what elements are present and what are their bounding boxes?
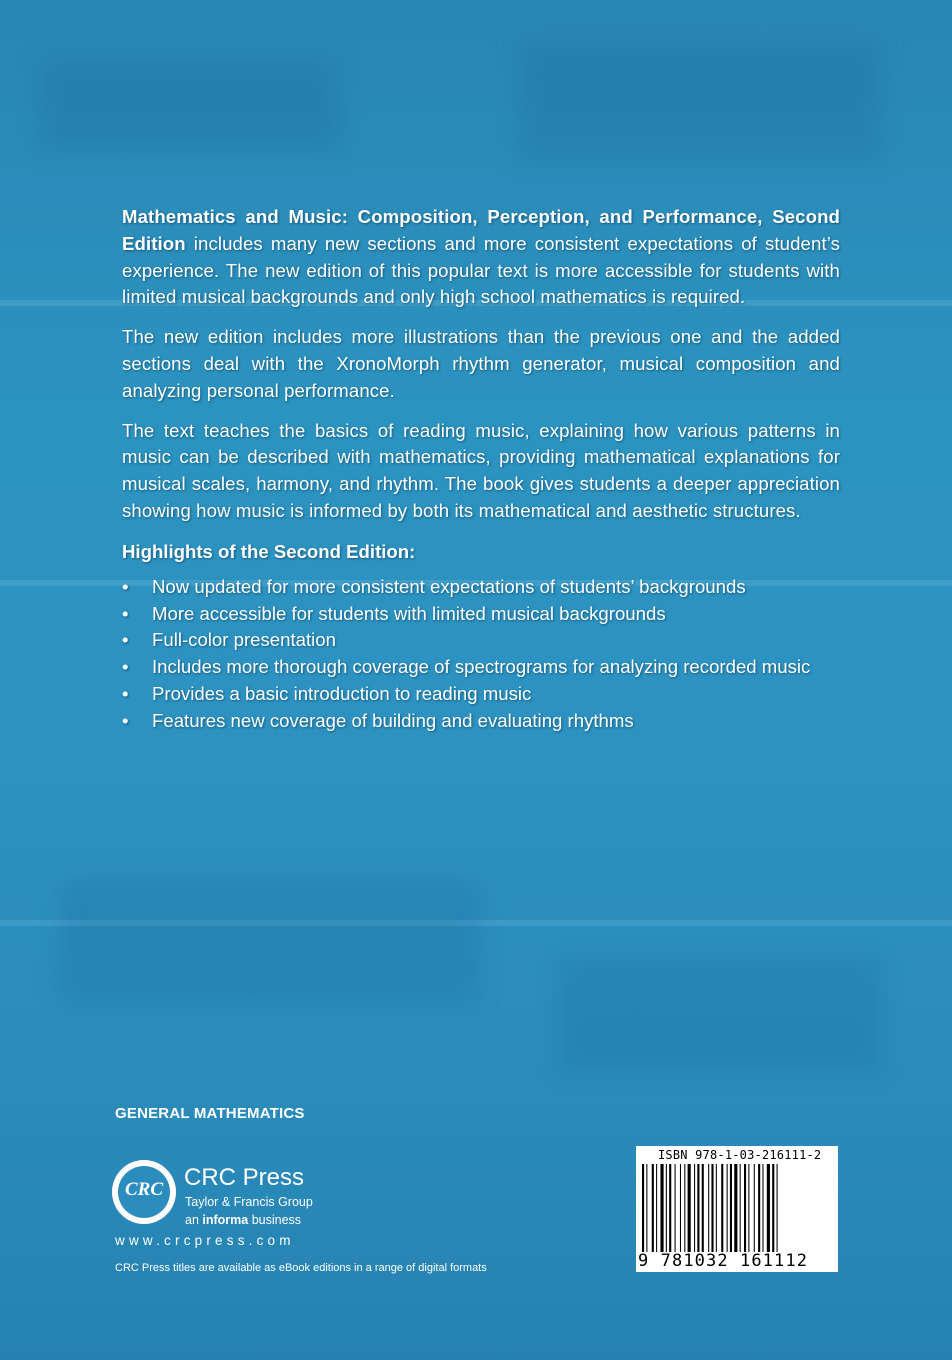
description-paragraph-2: The new edition includes more illustrations than the previous one and the added sections deal with the XronoMorph rhythm generator, musical composition and analyzing personal performance. [122,326,840,401]
publisher-name: CRC Press [184,1164,305,1191]
bullet-icon: • [122,575,129,597]
list-item: • More accessible for students with limited musical backgrounds [122,601,840,628]
background-block [60,880,480,1000]
list-item: • Now updated for more consistent expectations of students’ backgrounds [122,574,840,601]
list-item: • Full-color presentation [122,627,840,654]
barcode-bars-icon [640,1164,834,1252]
back-cover-description [122,204,840,735]
description-paragraph-3: The text teaches the basics of reading music, explaining how various patterns in music can be described with mathematics, providing mathematical explanations for musical scales, harmony, and rhythm. The book gives students a deeper appreciation showing how music is informed by both its mathematical and aesthetic structures. [122,419,840,521]
ebook-note: CRC Press titles are available as eBook editions in a range of digital formats [115,1262,487,1274]
background-block [40,60,340,150]
publisher-url: www.crcpress.com [115,1233,295,1248]
list-item: • Features new coverage of building and evaluating rhythms [122,708,840,735]
bullet-icon: • [122,709,129,731]
background-block [560,960,880,1070]
paragraph-1-text: includes many new sections and more consistent expectations of student’s experience. The new edition of this popular text is more accessible for students with limited musical backgrounds and only high school mathematics is required. [122,232,840,308]
isbn-barcode [636,1146,838,1272]
crc-logo-icon [112,1160,176,1224]
isbn-label: ISBN 978-1-03-216111-2 [658,1148,822,1162]
bullet-icon: • [122,656,129,678]
list-item: • Includes more thorough coverage of spectrograms for analyzing recorded music [122,654,840,681]
highlights-title: Highlights of the Second Edition: [122,540,416,562]
background-block [520,40,880,160]
publisher-tagline: an informa business [185,1213,302,1227]
description-paragraph-1 [122,204,840,311]
bullet-icon: • [122,682,129,704]
bullet-icon: • [122,602,129,624]
list-item: • Provides a basic introduction to reading music [122,681,840,708]
informa-brand: informa [202,1213,249,1227]
publisher-group: Taylor & Francis Group [185,1195,313,1209]
subject-category: GENERAL MATHEMATICS [115,1105,305,1122]
highlights-list [122,574,840,735]
barcode-digits: 9 781032 161112 [638,1251,809,1271]
logo-text: CRC [124,1179,164,1200]
bullet-icon: • [122,629,129,651]
book-title: Mathematics and Music: Composition, Perception, and Performance, Second Edition [122,206,840,254]
